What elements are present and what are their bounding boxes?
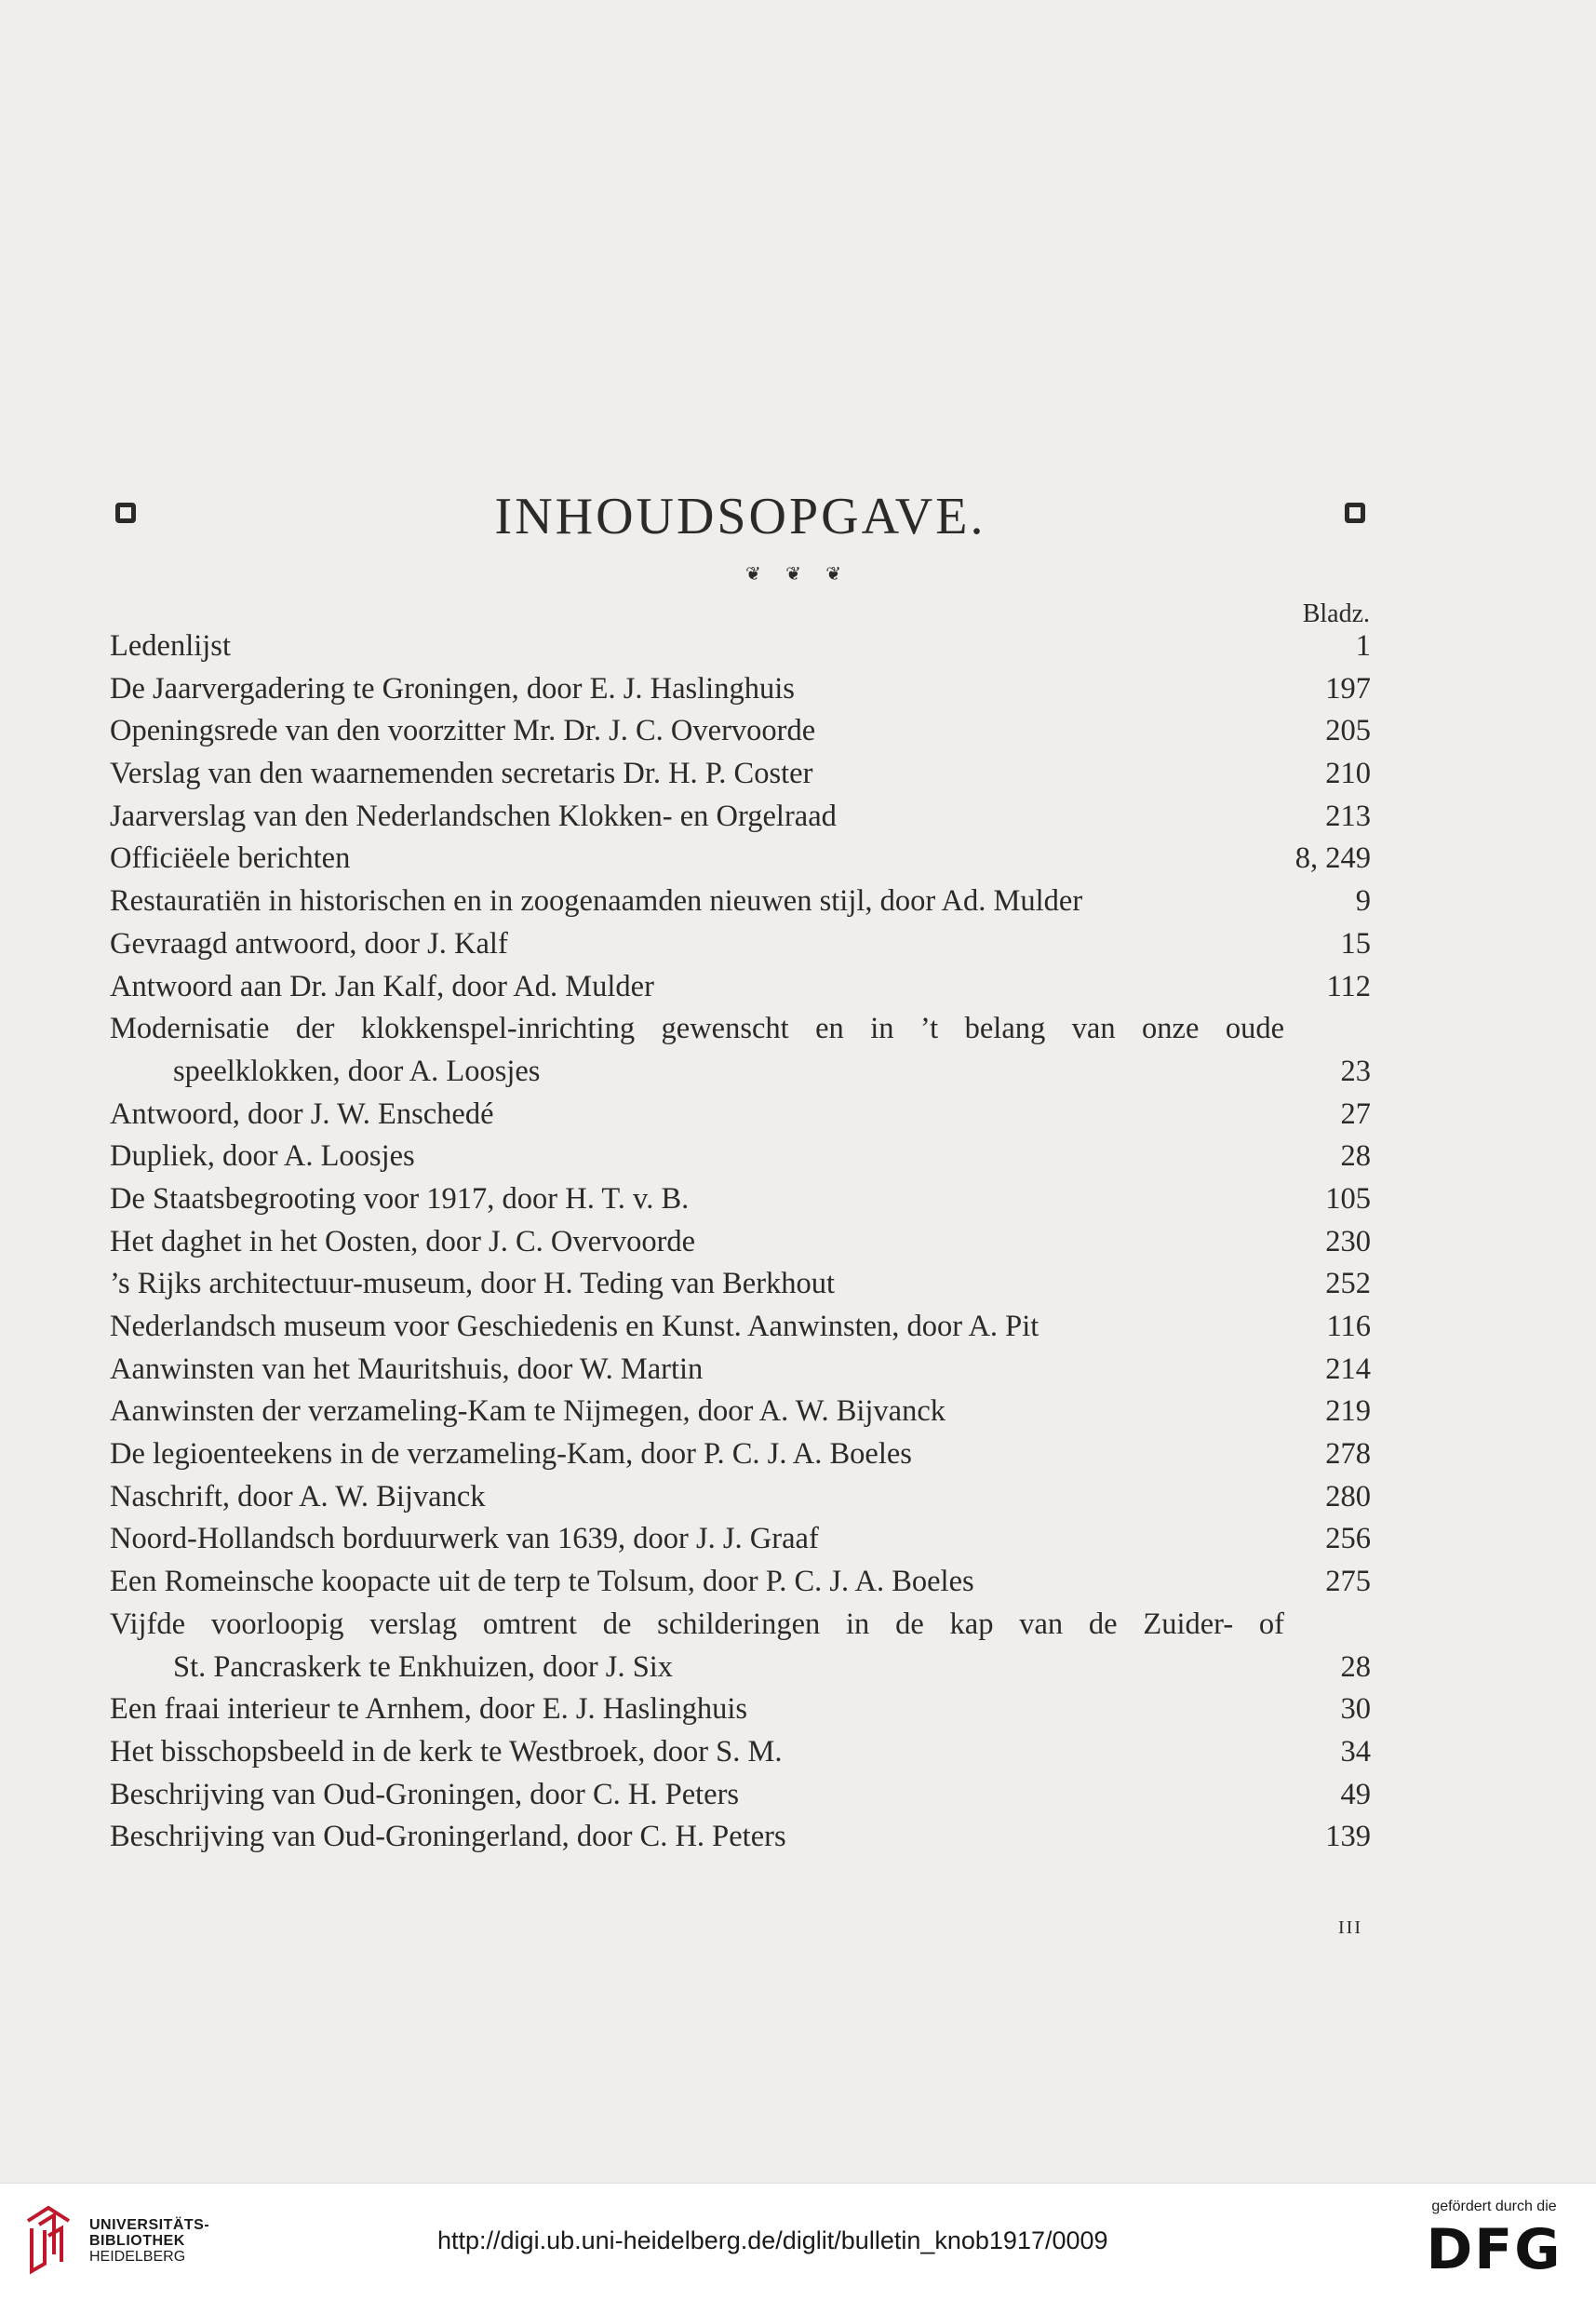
library-name-line: BIBLIOTHEK [89,2233,185,2249]
library-name-line: HEIDELBERG [89,2249,186,2265]
toc-entry-page: 27 [1340,1096,1371,1131]
page-number: III [1338,1917,1362,1938]
toc-entry[interactable] [110,1476,1371,1519]
toc-entry[interactable] [110,838,1371,881]
toc-entry-title: Een Romeinsche koopacte uit de terp te Tolsum, door P. C. J. A. Boeles [110,1565,974,1599]
toc-entry-title: De legioenteekens in de verzameling-Kam, door P. C. J. A. Boeles [110,1437,912,1472]
toc-entry-page: 219 [1325,1394,1371,1429]
toc-entry-title: Jaarverslag van den Nederlandschen Klokken- en Orgelraad [110,799,837,833]
toc-entry-title: Aanwinsten van het Mauritshuis, door W. Martin [110,1352,704,1386]
toc-entry-page: 116 [1326,1310,1371,1343]
toc-entry-title: Antwoord, door J. W. Enschedé [110,1096,494,1131]
toc-entry-page: 15 [1340,926,1371,961]
toc-entry-title: Modernisatie der klokkenspel-inrichting gewenscht en in ’t belang van onze oude [110,1012,1284,1046]
toc-entry-continuation[interactable] [110,1051,1371,1094]
toc-entry-title: Een fraai interieur te Arnhem, door E. J. Haslinghuis [110,1692,748,1727]
toc-entry[interactable] [110,625,1371,668]
toc-entry[interactable] [110,1221,1371,1264]
toc-entry[interactable] [110,710,1371,753]
toc-entry-title: Noord-Hollandsch borduurwerk van 1639, door J. J. Graaf [110,1522,819,1556]
toc-entry[interactable] [110,923,1371,966]
toc-entry-title: Beschrijving van Oud-Groningen, door C. H. Peters [110,1777,740,1811]
toc-entry[interactable] [110,881,1371,923]
table-of-contents [110,625,1371,1859]
toc-entry-page: 139 [1325,1820,1371,1854]
toc-entry[interactable] [110,966,1371,1009]
toc-entry-title: Officiëele berichten [110,841,351,876]
toc-entry-page: 112 [1326,969,1371,1003]
toc-entry[interactable] [110,668,1371,711]
toc-entry-continuation[interactable] [110,1647,1371,1689]
toc-entry-page: 205 [1325,714,1371,748]
toc-entry-page: 252 [1325,1267,1371,1301]
title-row [110,484,1371,549]
toc-entry-page: 210 [1325,757,1371,791]
toc-entry-title: Het bisschopsbeeld in de kerk te Westbroek, door S. M. [110,1734,783,1769]
toc-entry-page: 230 [1325,1224,1371,1258]
toc-entry[interactable] [110,753,1371,796]
toc-entry-title: Het daghet in het Oosten, door J. C. Overvoorde [110,1224,696,1258]
toc-entry[interactable] [110,1731,1371,1774]
toc-entry-page: 28 [1340,1649,1371,1684]
toc-entry-title: Restauratiën in historischen en in zoogenaamden nieuwen stijl, door Ad. Mulder [110,884,1083,919]
permalink-url[interactable]: http://digi.ub.uni-heidelberg.de/diglit/bulletin_knob1917/0009 [437,2226,1108,2254]
toc-entry-page: 213 [1325,799,1371,833]
toc-entry[interactable] [110,1008,1371,1051]
toc-entry-page: 105 [1325,1181,1371,1216]
toc-entry-page: 278 [1325,1437,1371,1472]
toc-entry-title: Antwoord aan Dr. Jan Kalf, door Ad. Mulder [110,969,654,1003]
toc-entry[interactable] [110,1604,1371,1647]
toc-entry-page: 28 [1340,1139,1371,1174]
toc-entry-title: Openingsrede van den voorzitter Mr. Dr. J. C. Overvoorde [110,714,816,748]
toc-entry-page: 256 [1325,1522,1371,1556]
toc-entry-title: St. Pancraskerk te Enkhuizen, door J. Six [173,1649,674,1684]
toc-entry-title: Nederlandsch museum voor Geschiedenis en Kunst. Aanwinsten, door A. Pit [110,1310,1039,1343]
toc-entry[interactable] [110,1178,1371,1221]
toc-entry[interactable] [110,1518,1371,1561]
viewer-footer [0,2183,1596,2300]
toc-entry-page: 49 [1340,1777,1371,1811]
toc-entry-page: 8, 249 [1294,841,1371,876]
toc-entry-page: 275 [1325,1565,1371,1599]
toc-entry-page: 9 [1355,884,1371,919]
page-column-header: Bladz. [1302,599,1370,628]
toc-entry[interactable] [110,1433,1371,1476]
toc-entry-page: 197 [1325,671,1371,706]
toc-entry-title: De Jaarvergadering te Groningen, door E. J. Haslinghuis [110,671,795,706]
toc-entry-title: De Staatsbegrooting voor 1917, door H. T. v. B. [110,1181,690,1216]
toc-entry-page: 34 [1340,1734,1371,1769]
toc-entry-page: 1 [1355,629,1371,663]
toc-entry-page: 280 [1325,1479,1371,1513]
toc-entry-title: speelklokken, door A. Loosjes [173,1054,541,1088]
toc-entry[interactable] [110,796,1371,839]
toc-entry-title: Beschrijving van Oud-Groningerland, door C. H. Peters [110,1820,786,1854]
toc-entry[interactable] [110,1561,1371,1604]
toc-entry-page: 23 [1340,1054,1371,1088]
toc-entry[interactable] [110,1688,1371,1731]
toc-entry-title: Ledenlijst [110,629,231,663]
fleuron-ornament: ❦ ❦ ❦ [745,562,851,585]
toc-entry-page: 214 [1325,1352,1371,1386]
toc-entry-title: Dupliek, door A. Loosjes [110,1139,415,1174]
toc-entry-page: 30 [1340,1692,1371,1727]
toc-entry[interactable] [110,1263,1371,1306]
page-title: INHOUDSOPGAVE. [494,488,986,545]
funding-caption: gefördert durch die [1431,2199,1557,2214]
toc-entry-title: ’s Rijks architectuur-museum, door H. Teding van Berkhout [110,1267,836,1301]
toc-entry[interactable] [110,1306,1371,1349]
dfg-logo: DFG [1426,2217,1562,2282]
library-name-line: UNIVERSITÄTS- [89,2217,210,2233]
toc-entry[interactable] [110,1816,1371,1859]
funder-block [1413,2199,1576,2284]
toc-entry[interactable] [110,1774,1371,1817]
toc-entry[interactable] [110,1136,1371,1178]
library-name [89,2217,209,2265]
toc-entry-title: Naschrift, door A. W. Bijvanck [110,1479,486,1513]
toc-entry[interactable] [110,1349,1371,1392]
square-ornament-icon [1345,503,1365,523]
toc-entry-title: Aanwinsten der verzameling-Kam te Nijmegen, door A. W. Bijvanck [110,1394,946,1429]
toc-entry[interactable] [110,1391,1371,1433]
toc-entry-title: Gevraagd antwoord, door J. Kalf [110,926,508,961]
toc-entry[interactable] [110,1094,1371,1137]
university-library-logo-icon [20,2202,78,2277]
toc-entry-title: Verslag van den waarnemenden secretaris Dr. H. P. Coster [110,757,813,791]
toc-entry-title: Vijfde voorloopig verslag omtrent de schilderingen in de kap van de Zuider- of [110,1607,1284,1641]
